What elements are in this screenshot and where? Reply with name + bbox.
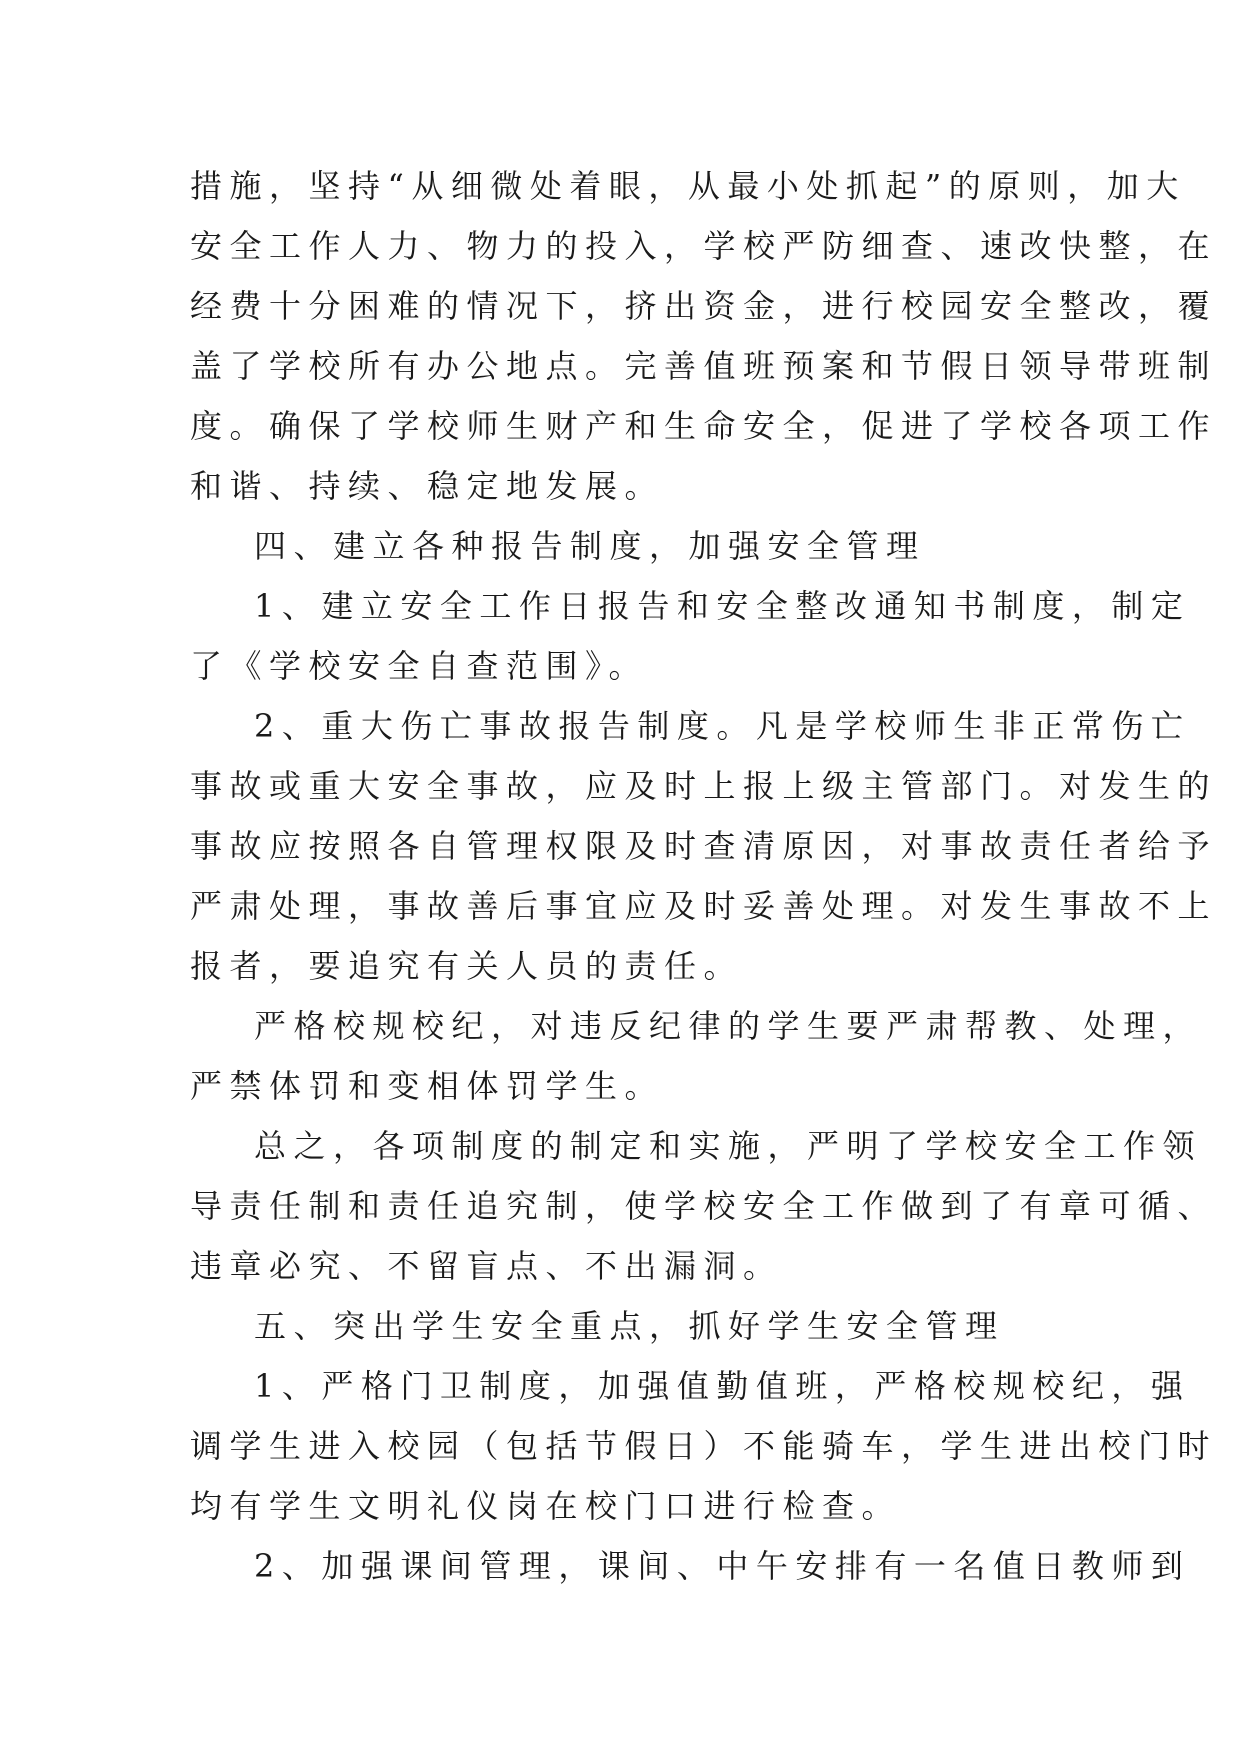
paragraph-line: 安全工作人力、物力的投入，学校严防细查、速改快整，在: [190, 227, 1218, 265]
paragraph-line: 2、重大伤亡事故报告制度。凡是学校师生非正常伤亡: [254, 707, 1191, 745]
section-heading: 五、突出学生安全重点，抓好学生安全管理: [254, 1307, 1005, 1345]
paragraph-line: 违章必究、不留盲点、不出漏洞。: [190, 1247, 783, 1285]
paragraph-line: 事故应按照各自管理权限及时查清原因，对事故责任者给予: [190, 827, 1218, 865]
paragraph-line: 了《学校安全自查范围》。: [190, 647, 649, 685]
paragraph-line: 事故或重大安全事故，应及时上报上级主管部门。对发生的: [190, 767, 1218, 805]
paragraph-line: 和谐、持续、稳定地发展。: [190, 467, 665, 505]
paragraph-line: 措施，坚持“从细微处着眼，从最小处抓起”的原则，加大: [190, 167, 1186, 205]
paragraph-line: 调学生进入校园（包括节假日）不能骑车，学生进出校门时: [190, 1427, 1218, 1465]
paragraph-line: 总之，各项制度的制定和实施，严明了学校安全工作领: [254, 1127, 1203, 1165]
document-body: [190, 156, 1218, 1596]
paragraph-line: 度。确保了学校师生财产和生命安全，促进了学校各项工作: [190, 407, 1218, 445]
paragraph-line: 严格校规校纪，对违反纪律的学生要严肃帮教、处理，: [254, 1007, 1203, 1045]
paragraph-line: 导责任制和责任追究制，使学校安全工作做到了有章可循、: [190, 1187, 1218, 1225]
paragraph-line: 均有学生文明礼仪岗在校门口进行检查。: [190, 1487, 902, 1525]
paragraph-line: 严肃处理，事故善后事宜应及时妥善处理。对发生事故不上: [190, 887, 1218, 925]
paragraph-line: 报者，要追究有关人员的责任。: [190, 947, 744, 985]
section-heading: 四、建立各种报告制度，加强安全管理: [254, 527, 926, 565]
paragraph-line: 2、加强课间管理，课间、中午安排有一名值日教师到: [254, 1547, 1191, 1585]
paragraph-line: 严禁体罚和变相体罚学生。: [190, 1067, 665, 1105]
paragraph-line: 1、建立安全工作日报告和安全整改通知书制度，制定: [254, 587, 1191, 625]
paragraph-line: 1、严格门卫制度，加强值勤值班，严格校规校纪，强: [254, 1367, 1191, 1405]
paragraph-line: 经费十分困难的情况下，挤出资金，进行校园安全整改，覆: [190, 287, 1218, 325]
paragraph-line: 盖了学校所有办公地点。完善值班预案和节假日领导带班制: [190, 347, 1218, 385]
